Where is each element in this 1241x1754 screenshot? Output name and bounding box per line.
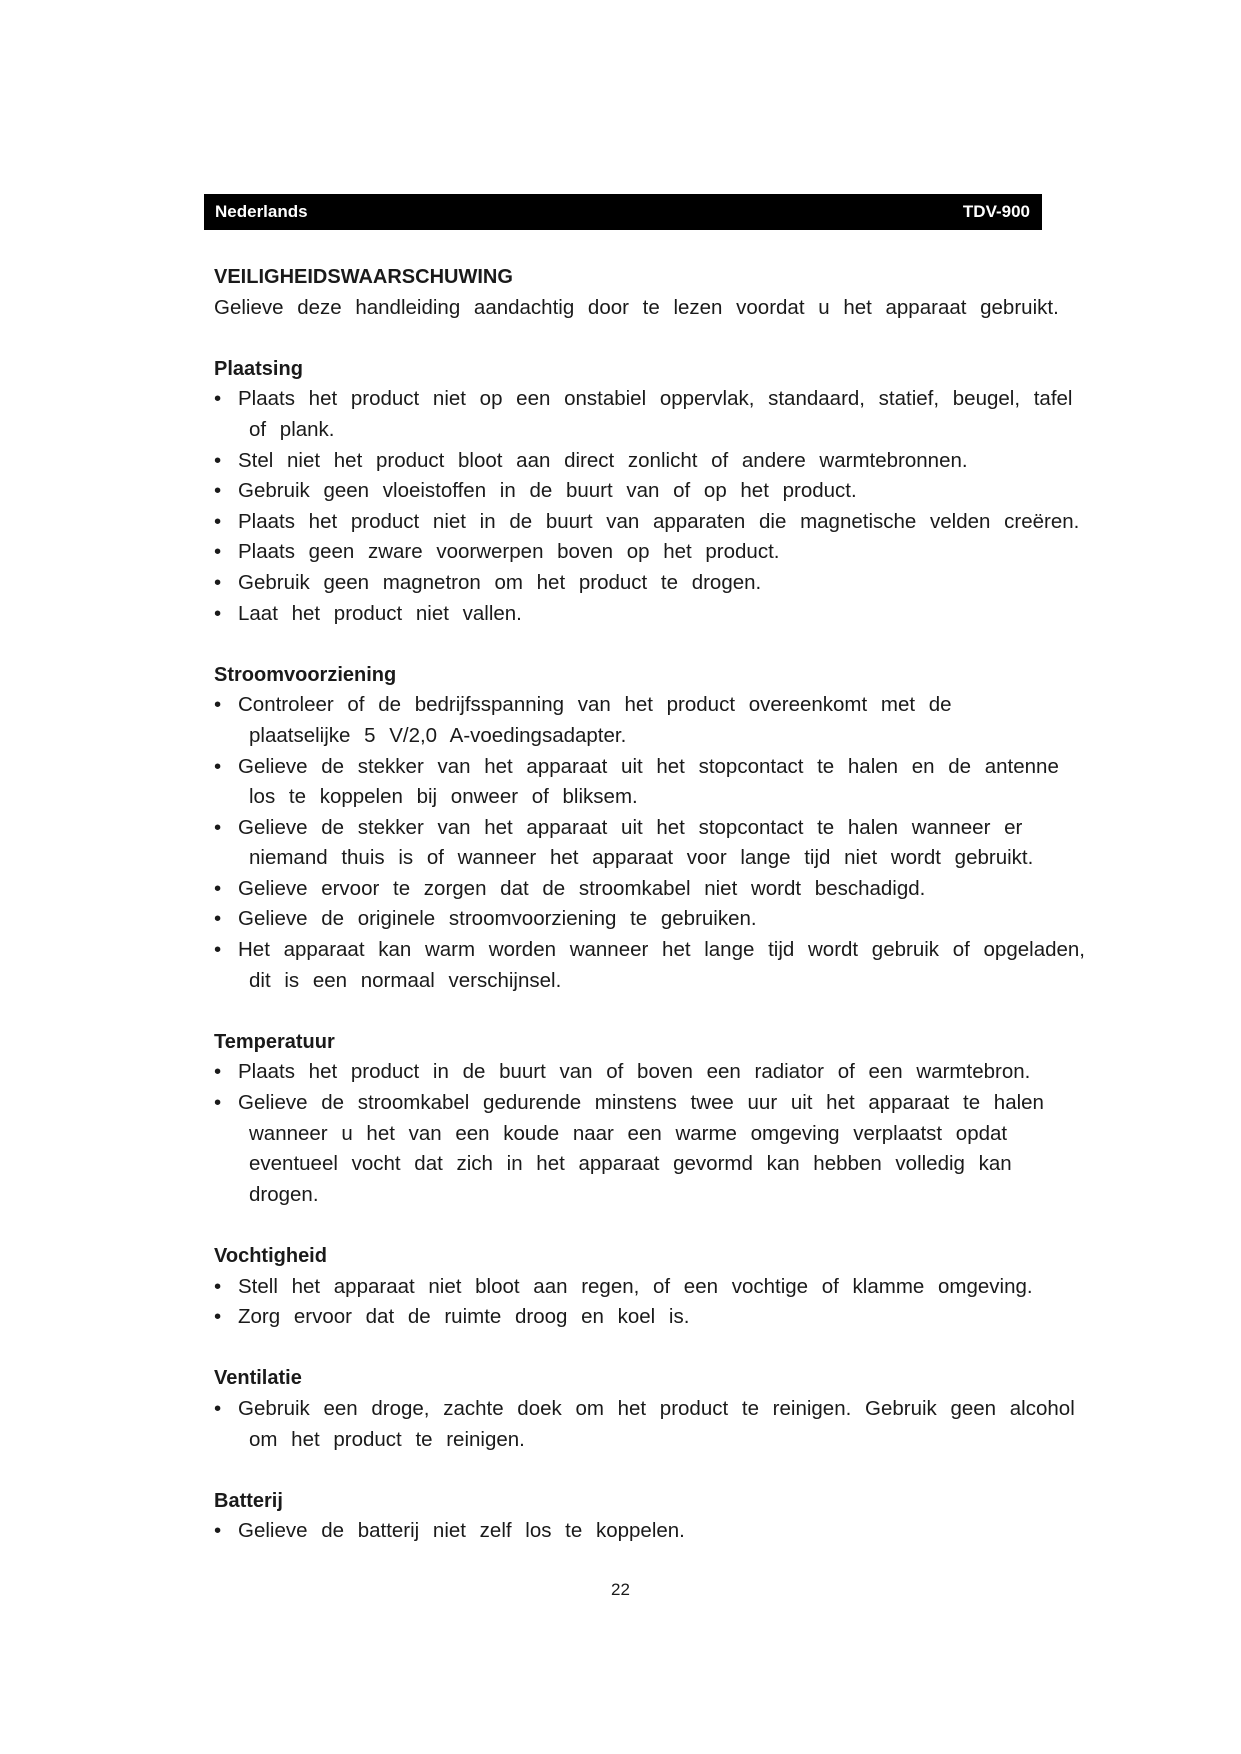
list-item	[214, 1516, 1174, 1547]
list-item-text: Zorg ervoor dat de ruimte droog en koel is.	[238, 1305, 690, 1329]
intro-text: Gelieve deze handleiding aandachtig door te lezen voordat u het apparaat gebruikt.	[214, 295, 1059, 319]
list-item-text: Stell het apparaat niet bloot aan regen, of een vochtige of klamme omgeving.	[238, 1274, 1033, 1298]
header-bar	[204, 194, 1042, 230]
bullet-icon: •	[214, 1060, 222, 1084]
list-item-text: Plaats het product in de buurt van of boven een radiator of een warmtebron.	[238, 1060, 1031, 1084]
list-item	[214, 507, 1174, 538]
list-item-continuation: of plank.	[249, 417, 335, 441]
list-item	[214, 904, 1174, 935]
sections-container	[214, 354, 1174, 1547]
bullet-icon: •	[214, 540, 222, 564]
section-batterij	[214, 1486, 1174, 1547]
section-heading: Plaatsing	[214, 357, 303, 380]
list-item-text: Controleer of de bedrijfsspanning van het product overeenkomt met de	[238, 693, 952, 717]
section-heading: Vochtigheid	[214, 1245, 327, 1267]
list-item	[214, 752, 1174, 813]
bullet-icon: •	[214, 387, 222, 411]
list-item	[214, 537, 1174, 568]
bullet-list	[214, 384, 1174, 629]
bullet-icon: •	[214, 448, 222, 472]
list-item-text: Stel niet het product bloot aan direct zonlicht of andere warmtebronnen.	[238, 448, 968, 472]
section-vochtigheid	[214, 1241, 1174, 1333]
list-item-continuation: eventueel vocht dat zich in het apparaat gevormd kan hebben volledig kan	[249, 1152, 1012, 1176]
list-item	[214, 813, 1174, 874]
section-heading: Temperatuur	[214, 1030, 335, 1053]
bullet-icon: •	[214, 876, 222, 900]
bullet-icon: •	[214, 1305, 222, 1329]
list-item-text: Plaats geen zware voorwerpen boven op het product.	[238, 540, 780, 564]
list-item	[214, 1302, 1174, 1333]
section-temperatuur	[214, 1027, 1174, 1211]
page-title: VEILIGHEIDSWAARSCHUWING	[214, 266, 513, 288]
list-item-text: Gelieve de stekker van het apparaat uit het stopcontact te halen en de antenne	[238, 754, 1059, 778]
list-item	[214, 446, 1174, 477]
list-item-text: Gelieve de stekker van het apparaat uit het stopcontact te halen wanneer er	[238, 815, 1023, 839]
list-item	[214, 874, 1174, 905]
bullet-list	[214, 1516, 1174, 1547]
list-item	[214, 1394, 1174, 1455]
list-item-text: Gelieve ervoor te zorgen dat de stroomkabel niet wordt beschadigd.	[238, 876, 926, 900]
list-item-continuation: los te koppelen bij onweer of bliksem.	[249, 785, 638, 809]
list-item-text: Laat het product niet vallen.	[238, 601, 522, 625]
bullet-icon: •	[214, 907, 222, 931]
list-item-continuation: dit is een normaal verschijnsel.	[249, 968, 562, 992]
section-heading: Batterij	[214, 1489, 283, 1512]
bullet-list	[214, 1057, 1174, 1210]
bullet-icon: •	[214, 509, 222, 533]
list-item-continuation: om het product te reinigen.	[249, 1427, 525, 1451]
list-item-continuation: niemand thuis is of wanneer het apparaat voor lange tijd niet wordt gebruikt.	[249, 846, 1034, 870]
section-heading: Stroomvoorziening	[214, 663, 397, 686]
bullet-icon: •	[214, 601, 222, 625]
header-model: TDV-900	[962, 202, 1030, 221]
section-heading: Ventilatie	[214, 1367, 302, 1390]
bullet-icon: •	[214, 938, 222, 962]
bullet-icon: •	[214, 1274, 222, 1298]
bullet-icon: •	[214, 693, 222, 717]
list-item	[214, 690, 1174, 751]
document-content	[214, 262, 1174, 1547]
list-item-text: Plaats het product niet in de buurt van apparaten die magnetische velden creëren.	[238, 509, 1080, 533]
bullet-icon: •	[214, 1091, 222, 1115]
bullet-icon: •	[214, 479, 222, 503]
bullet-icon: •	[214, 754, 222, 778]
list-item	[214, 1057, 1174, 1088]
bullet-icon: •	[214, 815, 222, 839]
list-item-text: Het apparaat kan warm worden wanneer het lange tijd wordt gebruik of opgeladen,	[238, 938, 1085, 962]
header-language: Nederlands	[215, 202, 308, 221]
list-item	[214, 568, 1174, 599]
list-item-text: Plaats het product niet op een onstabiel oppervlak, standaard, statief, beugel, tafel	[238, 387, 1073, 411]
bullet-icon: •	[214, 570, 222, 594]
list-item-text: Gebruik geen vloeistoffen in de buurt van of op het product.	[238, 479, 857, 503]
list-item	[214, 599, 1174, 630]
list-item-text: Gelieve de originele stroomvoorziening te gebruiken.	[238, 907, 757, 931]
list-item	[214, 935, 1174, 996]
list-item	[214, 384, 1174, 445]
list-item	[214, 1088, 1174, 1210]
list-item-continuation: drogen.	[249, 1182, 319, 1206]
section-plaatsing	[214, 354, 1174, 629]
bullet-icon: •	[214, 1519, 222, 1543]
list-item-text: Gebruik een droge, zachte doek om het product te reinigen. Gebruik geen alcohol	[238, 1396, 1075, 1420]
list-item	[214, 1272, 1174, 1303]
section-ventilatie	[214, 1363, 1174, 1455]
page-number: 22	[611, 1580, 630, 1599]
list-item-continuation: wanneer u het van een koude naar een warme omgeving verplaatst opdat	[249, 1121, 1008, 1145]
list-item-text: Gelieve de stroomkabel gedurende minstens twee uur uit het apparaat te halen	[238, 1091, 1044, 1115]
list-item-text: Gebruik geen magnetron om het product te drogen.	[238, 570, 762, 594]
bullet-list	[214, 690, 1174, 996]
bullet-list	[214, 1272, 1174, 1333]
section-stroomvoorziening	[214, 660, 1174, 997]
list-item-text: Gelieve de batterij niet zelf los te koppelen.	[238, 1519, 685, 1543]
list-item	[214, 476, 1174, 507]
bullet-list	[214, 1394, 1174, 1455]
bullet-icon: •	[214, 1396, 222, 1420]
list-item-continuation: plaatselijke 5 V/2,0 A-voedingsadapter.	[249, 723, 627, 747]
